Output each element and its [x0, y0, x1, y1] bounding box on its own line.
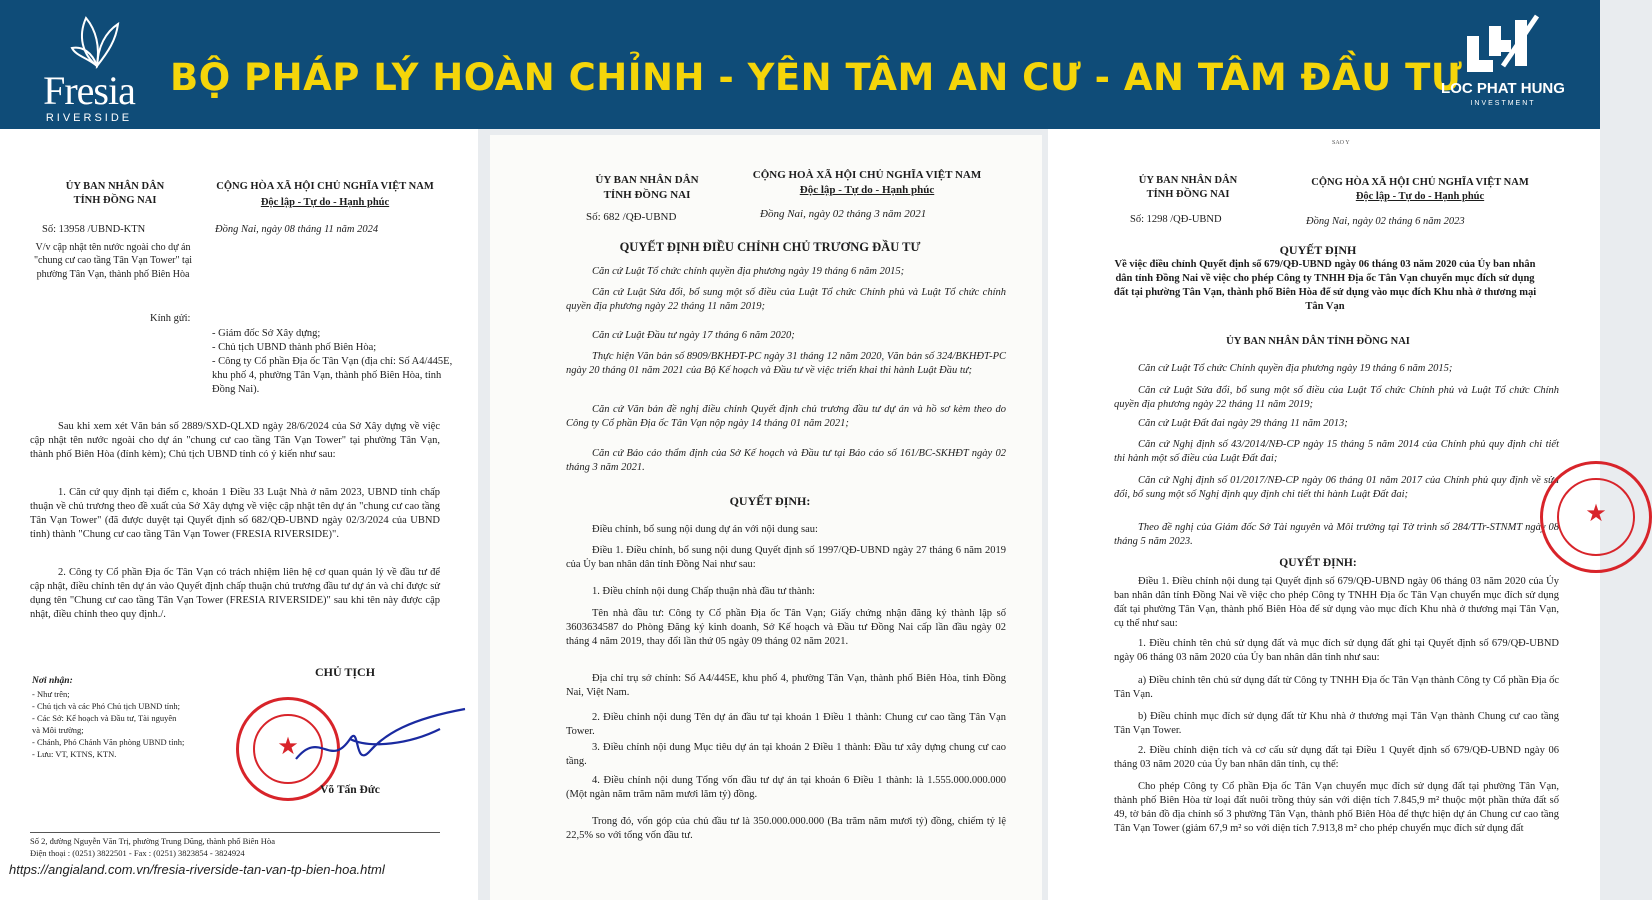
lph-mark-icon [1463, 16, 1541, 74]
source-url: https://angialand.com.vn/fresia-riverside-tan-van-tp-bien-hoa.html [6, 862, 388, 877]
doc1-signature [290, 689, 470, 779]
doc3-nation-line2: Độc lập - Tự do - Hạnh phúc [1355, 191, 1485, 202]
doc3-title: QUYẾT ĐỊNH [1279, 243, 1357, 257]
doc3-basis-3: Căn cứ Luật Đất đai ngày 29 tháng 11 năm 2013; [1138, 418, 1348, 429]
doc1-cc-4: và Môi trường; [32, 725, 84, 735]
star-icon: ★ [277, 734, 299, 761]
doc1-cc-3: - Các Sở: Kế hoạch và Đầu tư, Tài nguyên [32, 713, 177, 723]
document-decision-682 [490, 135, 1042, 900]
fresia-riverside-logo [24, 12, 154, 124]
doc1-recipients-label: Nơi nhận: [32, 676, 73, 686]
doc1-to-label: Kính gửi: [150, 313, 191, 324]
doc1-signer-name: Võ Tấn Đức [320, 784, 380, 796]
logo-sub-text: RIVERSIDE [45, 112, 133, 124]
doc2-issuer-line1: ỦY BAN NHÂN DÂN [595, 174, 699, 186]
doc2-item-3: 3. Điều chỉnh nội dung Mục tiêu dự án tại khoản 2 Điều 1 thành: Đầu tư xây dựng chung cư cao tầng. [566, 742, 1006, 768]
doc1-cc-6: - Lưu: VT, KTNS, KTN. [32, 749, 117, 759]
doc3-number: Số: 1298 /QĐ-UBND [1130, 214, 1222, 225]
doc3-basis-2: Căn cứ Luật Sửa đổi, bổ sung một số điều của Luật Tổ chức Chính phủ và Luật Tổ chức Chính quyền địa phương ngày 22 tháng 11 năm 2019; [1114, 385, 1559, 411]
leaf-icon [72, 14, 122, 68]
doc2-basis-3: Căn cứ Luật Đầu tư ngày 17 tháng 6 năm 2020; [592, 330, 795, 341]
doc3-basis-6: Theo đề nghị của Giám đốc Sở Tài nguyên và Môi trường tại Tờ trình số 284/TTr-STNMT ngày 08 tháng 5 năm 2023. [1114, 522, 1559, 548]
doc2-basis-4: Thực hiện Văn bản số 8909/BKHĐT-PC ngày 31 tháng 12 năm 2020, Văn bản số 324/BKHĐT-PC ngày 20 tháng 01 năm 2021 của Bộ Kế hoạch và Đầu tư về việc triển khai thi hành Luật Đầu tư; [566, 351, 1006, 377]
doc1-cc-2: - Chủ tịch và các Phó Chủ tịch UBND tỉnh; [32, 701, 181, 711]
lph-brand-text: LOC PHAT HUNG [1441, 80, 1565, 97]
doc1-footer-phone: Điện thoại : (0251) 3822501 - Fax : (0251) 3823854 - 3824924 [30, 848, 245, 858]
doc1-paragraph-1: Sau khi xem xét Văn bản số 2889/SXD-QLXD ngày 28/6/2024 của Sở Xây dựng về việc cập nhật tên nước ngoài cho dự án "chung cư cao tầng Tân Vạn Tower" tại phường Tân Vạn, thành phố Biên Hòa (đính kèm); Chủ tịch UBND tỉnh có ý kiến như sau: [30, 421, 440, 461]
doc3-issuer-line1: ỦY BAN NHÂN DÂN [1138, 175, 1238, 186]
doc2-article-1: Điều 1. Điều chỉnh, bổ sung nội dung Quyết định số 1997/QĐ-UBND ngày 27 tháng 6 năm 2019 của Ủy ban nhân dân tỉnh Đồng Nai như sau: [566, 545, 1006, 571]
doc1-footer-rule [30, 832, 440, 833]
doc1-footer-address: Số 2, đường Nguyễn Văn Trị, phường Trung Dũng, thành phố Biên Hòa [30, 836, 275, 846]
doc1-cc-5: - Chánh, Phó Chánh Văn phòng UBND tỉnh; [32, 737, 185, 747]
doc1-date: Đồng Nai, ngày 08 tháng 11 năm 2024 [215, 224, 379, 235]
doc3-article-1: Điều 1. Điều chỉnh nội dung tại Quyết định số 679/QĐ-UBND ngày 06 tháng 03 năm 2020 của Ủy ban nhân dân tỉnh Đồng Nai về việc cho phép Công ty TNHH Địa ốc Tân Vạn chuyển mục đích sử dụng đất tại phường Tân Vạn, thành phố Biên Hòa để sử dụng vào mục đích Khu nhà ở thương mại Tân Vạn, cụ thể như sau: [1114, 576, 1559, 630]
doc3-item-b: b) Điều chỉnh mục đích sử dụng đất từ Khu nhà ở thương mại Tân Vạn thành Chung cư cao tầng Tân Vạn Tower. [1114, 711, 1559, 737]
doc1-issuer-line2: TỈNH ĐỒNG NAI [73, 195, 157, 206]
doc3-basis-1: Căn cứ Luật Tổ chức Chính quyền địa phương ngày 19 tháng 6 năm 2015; [1138, 363, 1453, 374]
logo-brand-text: Fresia [43, 68, 135, 113]
doc2-item-1: 1. Điều chỉnh nội dung Chấp thuận nhà đầu tư thành: [592, 586, 815, 597]
doc2-title: QUYẾT ĐỊNH ĐIỀU CHỈNH CHỦ TRƯƠNG ĐẦU TƯ [619, 240, 921, 254]
doc2-nation-line1: CỘNG HOÀ XÃ HỘI CHỦ NGHĨA VIỆT NAM [752, 169, 982, 181]
header-banner [0, 0, 1600, 129]
doc2-nation-line2: Độc lập - Tự do - Hạnh phúc [799, 184, 935, 196]
doc3-top-mark: SAO Y [1332, 140, 1350, 146]
doc1-paragraph-2: 1. Căn cứ quy định tại điểm c, khoản 1 Điều 33 Luật Nhà ở năm 2023, UBND tỉnh chấp thuận về chủ trương theo đề xuất của Sở Xây dựng về việc cập nhật tên dự án "chung cư cao tầng Tân Vạn Tower" (đã được duyệt tại Quyết định số 682/QĐ-UBND ngày 02/3/2024 của UBND tỉnh) thành "Chung cư cao tầng Tân Vạn Tower (FRESIA RIVERSIDE)". [30, 487, 440, 541]
doc1-subject: V/v cập nhật tên nước ngoài cho dự án "chung cư cao tầng Tân Vạn Tower" tại phường Tân Vạn, thành phố Biên Hòa [33, 242, 193, 280]
doc3-item-2: 2. Điều chỉnh diện tích và cơ cấu sử dụng đất tại Điều 1 Quyết định số 679/QĐ-UBND ngày 06 tháng 03 năm 2020 của Ủy ban nhân dân tỉnh, cụ thể: [1114, 745, 1559, 771]
doc2-office-address: Địa chỉ trụ sở chính: Số A4/445E, khu phố 4, phường Tân Vạn, thành phố Biên Hòa, tỉnh Đồng Nai, Việt Nam. [566, 673, 1006, 699]
doc2-basis-2: Căn cứ Luật Sửa đổi, bổ sung một số điều của Luật Tổ chức Chính phủ và Luật Tổ chức chính quyền địa phương ngày 22 tháng 11 năm 2019; [566, 287, 1006, 313]
loc-phat-hung-logo [1428, 16, 1578, 112]
doc2-investor: Tên nhà đầu tư: Công ty Cổ phần Địa ốc Tân Vạn; Giấy chứng nhận đăng ký thành lập số 3603634587 do Phòng Đăng ký kinh doanh, Sở Kế hoạch và Đầu tư Đồng Nai cấp lần đầu ngày 02 tháng 4 năm 2019, thay đổi lần thứ 05 ngày 09 tháng 02 năm 2021. [566, 608, 1006, 648]
doc3-item-a: a) Điều chỉnh tên chủ sử dụng đất từ Công ty TNHH Địa ốc Tân Vạn thành Công ty Cổ phần Địa ốc Tân Vạn. [1114, 675, 1559, 701]
doc3-red-seal [1540, 461, 1652, 573]
banner-headline: BỘ PHÁP LÝ HOÀN CHỈNH - YÊN TÂM AN CƯ - AN TÂM ĐẦU TƯ [170, 56, 1463, 99]
doc1-recipient-1: - Giám đốc Sở Xây dựng; [212, 328, 321, 339]
doc2-decision-heading: QUYẾT ĐỊNH: [729, 494, 811, 508]
doc2-basis-5: Căn cứ Văn bản đề nghị điều chỉnh Quyết định chủ trương đầu tư dự án và hồ sơ kèm theo do Công ty Cổ phần Địa ốc Tân Vạn nộp ngày 14 tháng 01 năm 2021; [566, 404, 1006, 430]
doc3-date: Đồng Nai, ngày 02 tháng 6 năm 2023 [1306, 216, 1465, 227]
doc1-number: Số: 13958 /UBND-KTN [42, 224, 146, 235]
doc2-item-2: 2. Điều chỉnh nội dung Tên dự án đầu tư tại khoản 1 Điều 1 thành: Chung cư cao tầng Tân Vạn Tower. [566, 712, 1006, 738]
doc1-signer-title: CHỦ TỊCH [314, 665, 376, 679]
document-official-letter-13958 [0, 129, 478, 900]
doc2-intro: Điều chỉnh, bổ sung nội dung dự án với nội dung sau: [592, 524, 818, 535]
doc2-number: Số: 682 /QĐ-UBND [586, 211, 677, 223]
doc1-issuer-line1: ỦY BAN NHÂN DÂN [65, 181, 165, 192]
doc3-nation-line1: CỘNG HÒA XÃ HỘI CHỦ NGHĨA VIỆT NAM [1311, 177, 1529, 188]
doc3-item-2-body: Cho phép Công ty Cổ phần Địa ốc Tân Vạn chuyển mục đích sử dụng đất tại phường Tân Vạn, thành phố Biên Hòa từ loại đất nuôi trồng thủy sản với diện tích 7.845,9 m² thuộc một phần thửa đất số 49, tờ bản đồ địa chính số 3 phường Tân Vạn, thành phố Biên Hòa để thực hiện dự án Chung cư cao tầng Tân Vạn Tower (giảm 67,9 m² so với diện tích 7.913,8 m² cho phép chuyển mục đích sử dụng đất [1114, 781, 1559, 835]
doc1-paragraph-3: 2. Công ty Cổ phần Địa ốc Tân Vạn có trách nhiệm liên hệ cơ quan quản lý về đầu tư để cập nhật, điều chỉnh tên dự án vào Quyết định chấp thuận chủ trương đầu tư dự án và chỉ được sử dụng tên "Chung cư cao tầng Tân Vạn Tower (FRESIA RIVERSIDE)" sau khi tên này được cập nhật, điều chỉnh theo quy định./. [30, 567, 440, 621]
doc3-decision-heading: QUYẾT ĐỊNH: [1279, 557, 1357, 569]
doc2-item-4: 4. Điều chỉnh nội dung Tổng vốn đầu tư dự án tại khoản 6 Điều 1 thành: là 1.555.000.000.000 (Một ngàn năm trăm năm mươi lăm tỷ) đồng. [566, 775, 1006, 801]
doc2-capital: Trong đó, vốn góp của chủ đầu tư là 350.000.000.000 (Ba trăm năm mươi tỷ) đồng, chiếm tỷ lệ 22,5% so với tổng vốn đầu tư. [566, 816, 1006, 842]
doc3-item-1: 1. Điều chỉnh tên chủ sử dụng đất và mục đích sử dụng đất ghi tại Quyết định số 679/QĐ-UBND ngày 06 tháng 03 năm 2020 của Ủy ban nhân dân tỉnh như sau: [1114, 638, 1559, 664]
doc2-basis-1: Căn cứ Luật Tổ chức chính quyền địa phương ngày 19 tháng 6 năm 2015; [592, 266, 905, 277]
doc3-authority: ỦY BAN NHÂN DÂN TỈNH ĐỒNG NAI [1226, 336, 1410, 347]
doc2-issuer-line2: TỈNH ĐỒNG NAI [603, 189, 691, 201]
star-icon: ★ [1585, 501, 1607, 528]
doc1-recipient-2: - Chủ tịch UBND thành phố Biên Hòa; [212, 342, 377, 353]
doc3-basis-4: Căn cứ Nghị định số 43/2014/NĐ-CP ngày 15 tháng 5 năm 2014 của Chính phủ quy định chi tiết thi hành một số điều của Luật Đất đai; [1114, 439, 1559, 465]
doc3-issuer-line2: TỈNH ĐỒNG NAI [1146, 189, 1230, 200]
doc2-date: Đồng Nai, ngày 02 tháng 3 năm 2021 [760, 208, 927, 220]
doc3-subject: Về việc điều chỉnh Quyết định số 679/QĐ-UBND ngày 06 tháng 03 năm 2020 của Ủy ban nhân dân tỉnh Đồng Nai về việc cho phép Công ty TNHH Địa ốc Tân Vạn chuyển mục đích sử dụng đất tại phường Tân Vạn, thành phố Biên Hòa để sử dụng vào mục đích Khu nhà ở thương mại Tân Vạn [1113, 259, 1537, 313]
doc1-recipient-3: - Công ty Cổ phần Địa ốc Tân Vạn (địa chỉ: Số A4/445E, khu phố 4, phường Tân Vạn, thành phố Biên Hòa, tỉnh Đồng Nai). [212, 356, 453, 396]
doc1-nation-line2: Độc lập - Tự do - Hạnh phúc [260, 197, 390, 208]
doc1-cc-1: - Như trên; [32, 689, 70, 699]
doc2-basis-6: Căn cứ Báo cáo thẩm định của Sở Kế hoạch và Đầu tư tại Báo cáo số 161/BC-SKHĐT ngày 02 tháng 3 năm 2021. [566, 448, 1006, 474]
document-decision-1298 [1048, 129, 1607, 900]
doc1-nation-line1: CỘNG HÒA XÃ HỘI CHỦ NGHĨA VIỆT NAM [216, 181, 434, 192]
lph-tag-text: INVESTMENT [1470, 100, 1536, 107]
doc3-basis-5: Căn cứ Nghị định số 01/2017/NĐ-CP ngày 06 tháng 01 năm 2017 của Chính phủ quy định về sửa đổi, bổ sung một số Nghị định quy định chi tiết thi hành Luật Đất đai; [1114, 475, 1559, 501]
